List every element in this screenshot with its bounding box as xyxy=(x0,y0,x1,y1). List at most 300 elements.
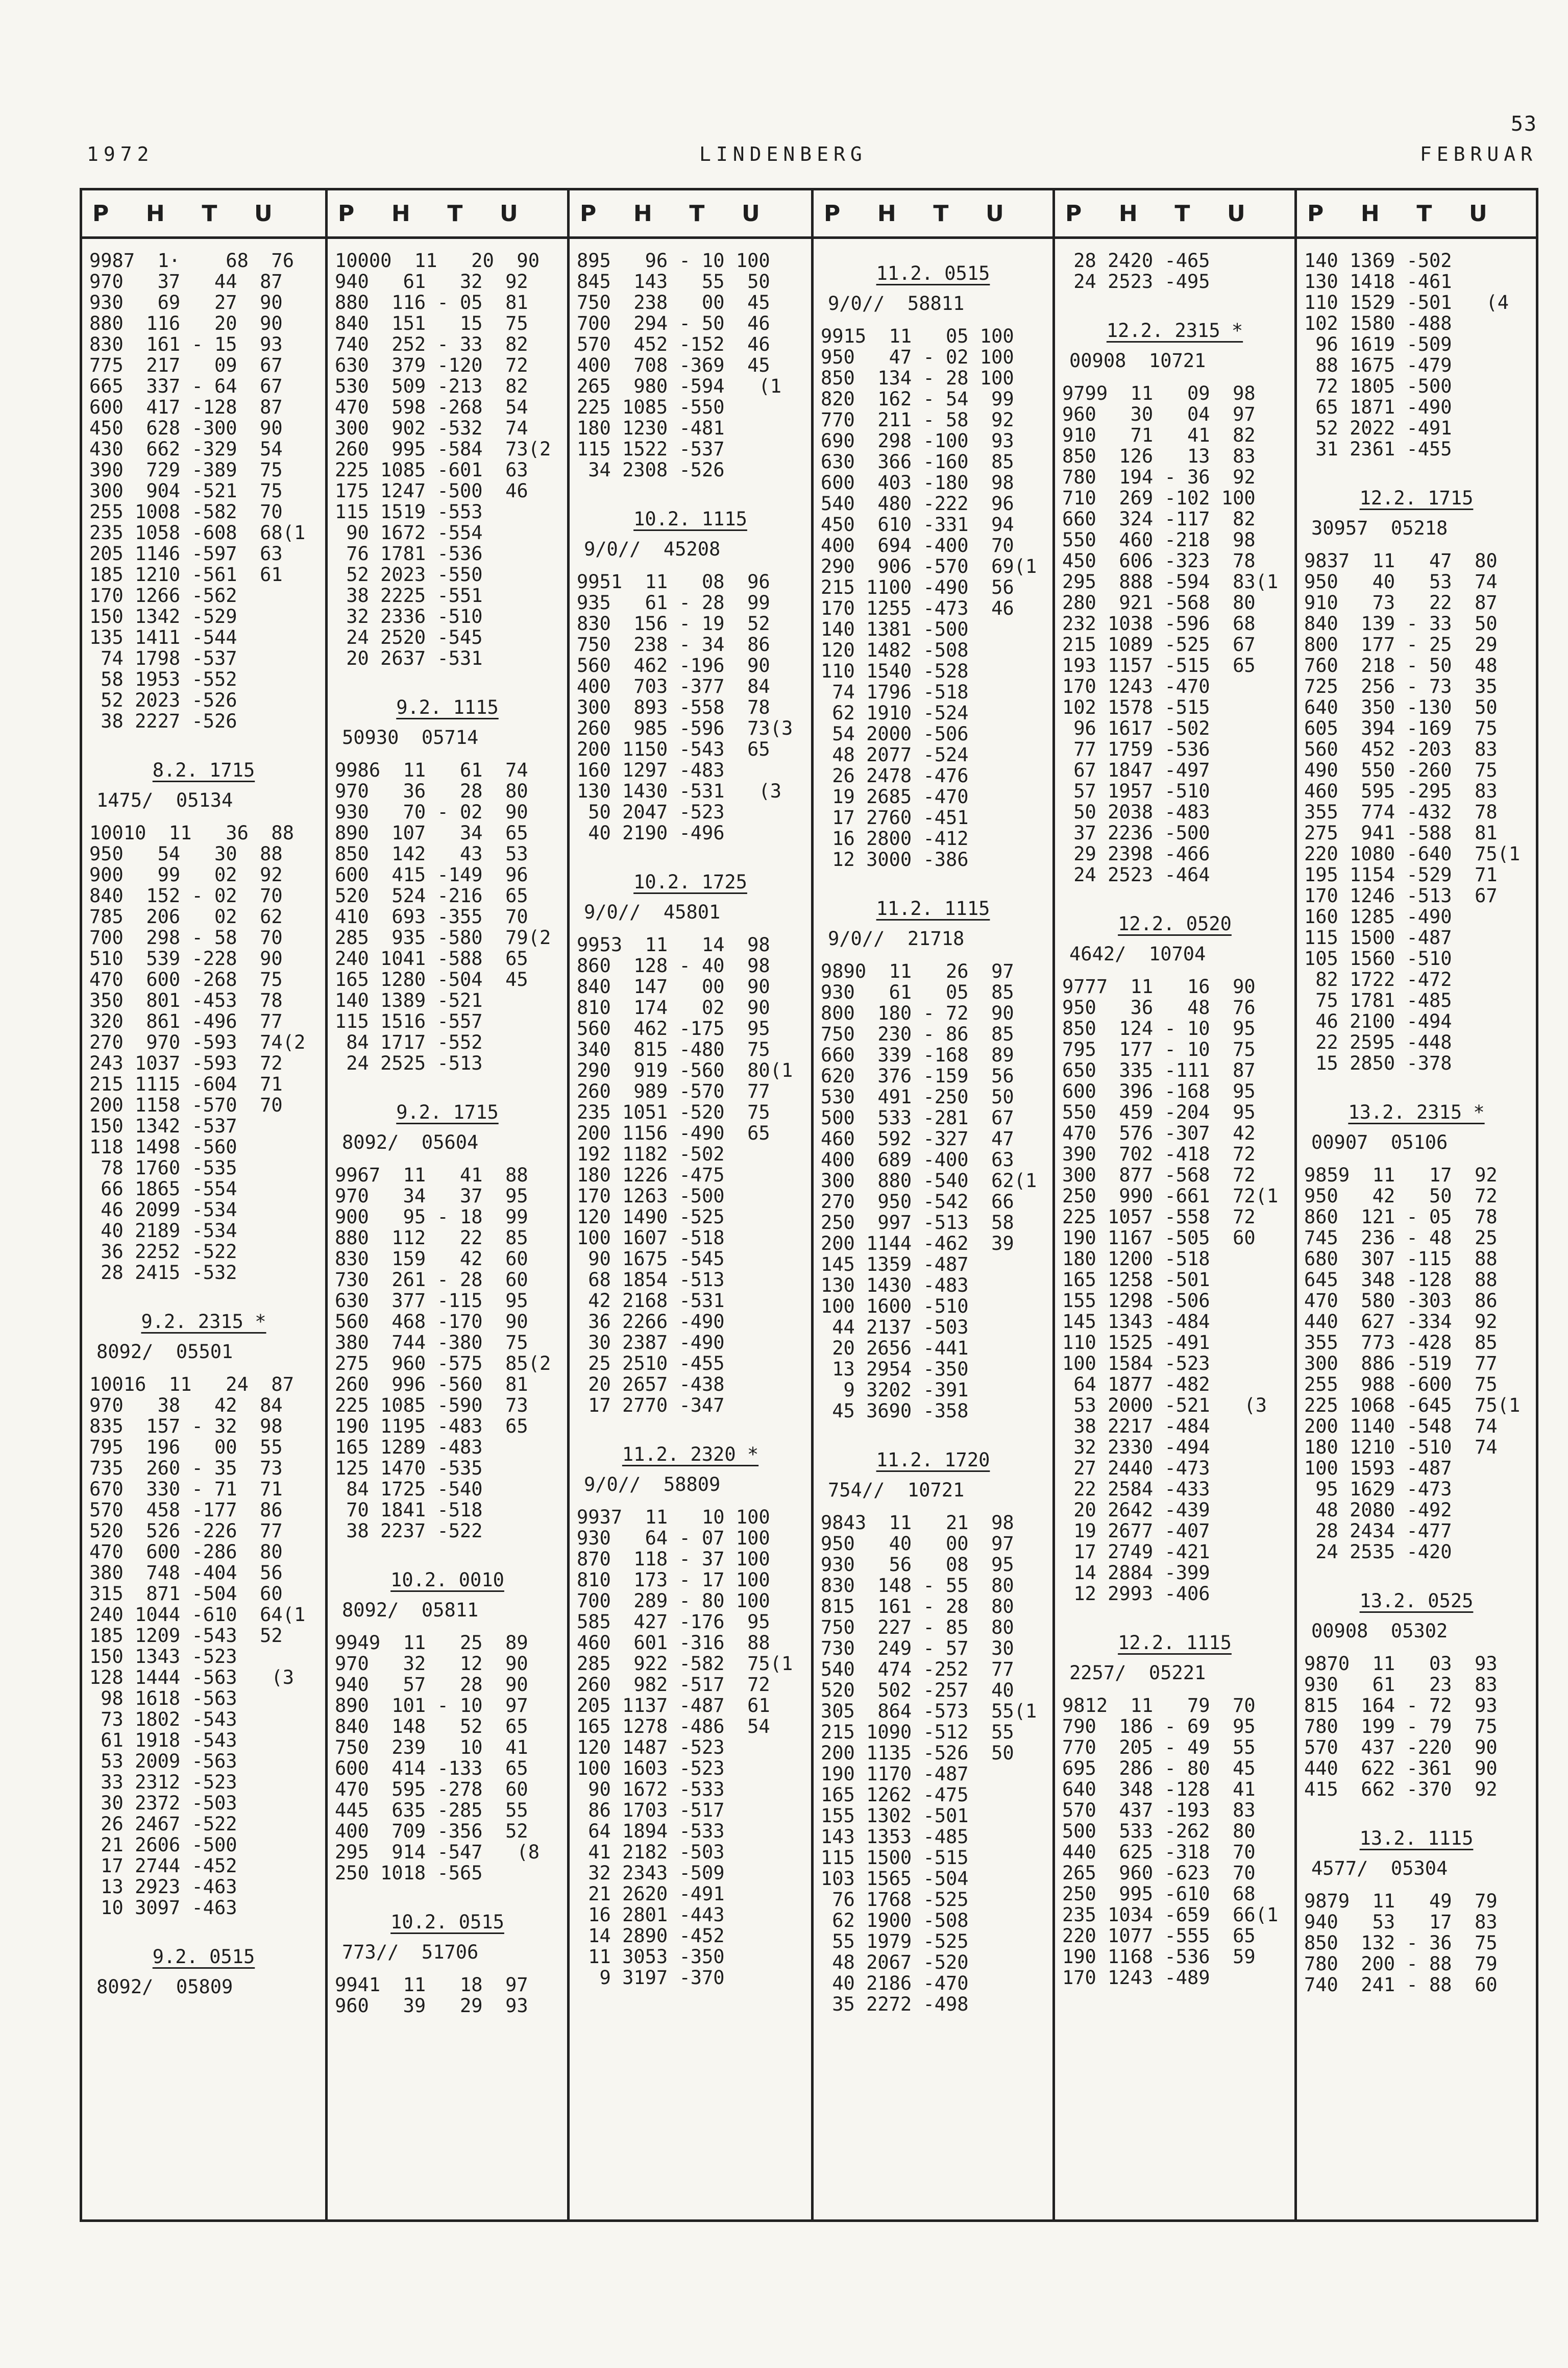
table-row: 320 861 -496 77 xyxy=(89,1010,283,1032)
table-row: 570 452 -152 46 xyxy=(577,333,770,355)
table-row: 560 462 -196 90 xyxy=(577,655,770,676)
table-row: 950 40 53 74 xyxy=(1304,571,1498,593)
table-row: 130 1430 -531 (3 xyxy=(577,780,781,802)
observation-heading: 10.2. 1115 xyxy=(633,508,747,530)
table-row: 550 460 -218 98 xyxy=(1062,529,1256,551)
table-row: 84 1717 -552 xyxy=(335,1031,483,1053)
table-row: 26 2478 -476 xyxy=(821,765,969,787)
table-row: 970 38 42 84 xyxy=(89,1394,283,1416)
table-row: 9843 11 21 98 xyxy=(821,1512,1014,1534)
observation-code: 00907 05106 xyxy=(1311,1131,1448,1153)
table-row: 260 982 -517 72 xyxy=(577,1674,770,1696)
observation-heading: 12.2. 1715 xyxy=(1359,487,1474,509)
table-row: 970 32 12 90 xyxy=(335,1653,528,1675)
table-row: 750 238 00 45 xyxy=(577,292,770,313)
table-row: 170 1243 -489 xyxy=(1062,1967,1210,1989)
observation-heading: 13.2. 1115 xyxy=(1359,1827,1474,1849)
table-row: 65 1871 -490 xyxy=(1304,396,1452,418)
table-row: 76 1768 -525 xyxy=(821,1889,969,1911)
table-row: 900 99 02 92 xyxy=(89,864,283,886)
table-row: 750 227 - 85 80 xyxy=(821,1616,1014,1638)
table-row: 77 1759 -536 xyxy=(1062,738,1210,760)
table-row: 90 1672 -533 xyxy=(577,1778,725,1800)
table-row: 800 177 - 25 29 xyxy=(1304,634,1498,656)
table-row: 37 2236 -500 xyxy=(1062,822,1210,844)
table-row: 225 1068 -645 75(1 xyxy=(1304,1394,1521,1416)
observation-heading: 9.2. 1715 xyxy=(396,1101,499,1123)
table-row: 510 539 -228 90 xyxy=(89,948,283,970)
table-row: 845 143 55 50 xyxy=(577,271,770,293)
level-rows xyxy=(335,250,560,669)
table-row: 58 1953 -552 xyxy=(89,668,237,690)
table-row: 400 708 -369 45 xyxy=(577,354,770,376)
table-row: 780 194 - 36 92 xyxy=(1062,466,1256,488)
table-row: 850 126 13 83 xyxy=(1062,445,1256,467)
table-row: 44 2137 -503 xyxy=(821,1316,969,1338)
table-row: 88 1675 -479 xyxy=(1304,354,1452,376)
table-row: 840 152 - 02 70 xyxy=(89,885,283,907)
table-row: 235 1051 -520 75 xyxy=(577,1101,770,1123)
table-row: 145 1359 -487 xyxy=(821,1253,969,1275)
table-row: 600 396 -168 95 xyxy=(1062,1080,1256,1102)
table-row: 910 73 22 87 xyxy=(1304,592,1498,614)
table-row: 960 39 29 93 xyxy=(335,1995,528,2017)
table-row: 250 1018 -565 xyxy=(335,1862,483,1884)
table-row: 170 1255 -473 46 xyxy=(821,597,1014,619)
table-row: 840 151 15 75 xyxy=(335,312,528,334)
table-row: 215 1115 -604 71 xyxy=(89,1073,283,1095)
observation-heading: 11.2. 0515 xyxy=(876,262,990,284)
table-row: 165 1280 -504 45 xyxy=(335,969,528,990)
table-row: 195 1154 -529 71 xyxy=(1304,864,1498,886)
table-row: 102 1578 -515 xyxy=(1062,696,1210,718)
table-row: 840 148 52 65 xyxy=(335,1715,528,1737)
table-row: 52 2023 -550 xyxy=(335,564,483,586)
table-row: 970 34 37 95 xyxy=(335,1185,528,1207)
table-row: 130 1430 -483 xyxy=(821,1274,969,1296)
level-rows xyxy=(821,326,1045,870)
observation-block xyxy=(89,1946,318,1998)
table-row: 9941 11 18 97 xyxy=(335,1974,528,1996)
table-row: 670 330 - 71 71 xyxy=(89,1478,283,1500)
table-row: 165 1262 -475 xyxy=(821,1784,969,1806)
observation-block xyxy=(1062,250,1287,292)
table-row: 38 2217 -484 xyxy=(1062,1415,1210,1437)
column-header: P H T U xyxy=(1054,189,1296,238)
observation-code: 9/0// 45801 xyxy=(584,901,721,923)
table-row: 150 1342 -529 xyxy=(89,606,237,627)
table-row: 17 2760 -451 xyxy=(821,807,969,829)
table-row: 34 2308 -526 xyxy=(577,459,725,481)
level-rows xyxy=(89,823,318,1283)
table-row: 660 324 -117 82 xyxy=(1062,508,1256,530)
table-row: 950 54 30 88 xyxy=(89,843,283,865)
table-row: 600 414 -133 65 xyxy=(335,1757,528,1779)
page-header xyxy=(87,112,1537,168)
table-row: 470 580 -303 86 xyxy=(1304,1290,1498,1312)
table-row: 160 1285 -490 xyxy=(1304,906,1452,928)
table-row: 33 2312 -523 xyxy=(89,1771,237,1793)
table-row: 200 1140 -548 74 xyxy=(1304,1415,1498,1437)
table-row: 950 40 00 97 xyxy=(821,1533,1014,1555)
observation-block xyxy=(89,1311,318,1918)
table-row: 160 1297 -483 xyxy=(577,759,725,781)
table-row: 315 871 -504 60 xyxy=(89,1583,283,1605)
table-row: 940 53 17 83 xyxy=(1304,1911,1498,1933)
table-row: 290 906 -570 69(1 xyxy=(821,555,1037,577)
table-row: 400 689 -400 63 xyxy=(821,1149,1014,1171)
table-row: 19 2677 -407 xyxy=(1062,1520,1210,1542)
table-row: 440 627 -334 92 xyxy=(1304,1311,1498,1333)
table-row: 45 3690 -358 xyxy=(821,1400,969,1422)
table-row: 930 70 - 02 90 xyxy=(335,801,528,823)
table-row: 630 377 -115 95 xyxy=(335,1290,528,1312)
table-row: 170 1243 -470 xyxy=(1062,675,1210,697)
observation-block xyxy=(335,696,560,1074)
table-row: 785 206 02 62 xyxy=(89,906,283,928)
table-row: 16 2801 -443 xyxy=(577,1904,725,1926)
table-row: 13 2954 -350 xyxy=(821,1358,969,1380)
table-row: 115 1500 -515 xyxy=(821,1847,969,1869)
table-row: 48 2067 -520 xyxy=(821,1951,969,1973)
level-rows xyxy=(89,250,318,732)
table-row: 295 914 -547 (8 xyxy=(335,1841,540,1863)
table-row: 260 985 -596 73(3 xyxy=(577,717,793,739)
table-row: 225 1085 -601 63 xyxy=(335,459,528,481)
observation-block xyxy=(335,250,560,669)
level-rows xyxy=(821,961,1045,1421)
table-row: 400 694 -400 70 xyxy=(821,535,1014,557)
table-row: 790 186 - 69 95 xyxy=(1062,1715,1256,1737)
table-row: 640 348 -128 41 xyxy=(1062,1778,1256,1800)
table-row: 470 595 -278 60 xyxy=(335,1778,528,1800)
table-row: 24 2520 -545 xyxy=(335,626,483,648)
table-row: 400 709 -356 52 xyxy=(335,1820,528,1842)
table-row: 205 1146 -597 63 xyxy=(89,543,283,565)
table-row: 275 941 -588 81 xyxy=(1304,822,1498,844)
table-row: 185 1210 -561 61 xyxy=(89,564,283,586)
table-row: 155 1298 -506 xyxy=(1062,1290,1210,1312)
table-row: 840 147 00 90 xyxy=(577,976,770,998)
table-row: 550 459 -204 95 xyxy=(1062,1101,1256,1123)
table-row: 27 2440 -473 xyxy=(1062,1457,1210,1479)
table-row: 225 1085 -590 73 xyxy=(335,1394,528,1416)
table-row: 180 1210 -510 74 xyxy=(1304,1436,1498,1458)
table-row: 50 2038 -483 xyxy=(1062,801,1210,823)
table-row: 640 350 -130 50 xyxy=(1304,696,1498,718)
table-row: 285 922 -582 75(1 xyxy=(577,1653,793,1675)
table-row: 645 348 -128 88 xyxy=(1304,1269,1498,1291)
observation-code: 9/0// 45208 xyxy=(584,538,721,560)
table-row: 48 2080 -492 xyxy=(1304,1499,1452,1521)
observation-heading: 9.2. 0515 xyxy=(152,1946,255,1968)
table-row: 470 600 -286 80 xyxy=(89,1541,283,1563)
table-row: 40 2190 -496 xyxy=(577,822,725,844)
table-row: 795 177 - 10 75 xyxy=(1062,1038,1256,1060)
table-row: 710 269 -102 100 xyxy=(1062,487,1256,509)
table-row: 470 576 -307 42 xyxy=(1062,1122,1256,1144)
table-row: 570 437 -193 83 xyxy=(1062,1799,1256,1821)
table-row: 14 2884 -399 xyxy=(1062,1562,1210,1584)
table-row: 415 662 -370 92 xyxy=(1304,1778,1498,1800)
observation-block xyxy=(1062,320,1287,885)
table-row: 500 533 -262 80 xyxy=(1062,1820,1256,1842)
table-row: 340 815 -480 75 xyxy=(577,1038,770,1060)
data-column-6 xyxy=(1296,238,1537,2221)
table-row: 140 1389 -521 xyxy=(335,989,483,1011)
table-row: 750 230 - 86 85 xyxy=(821,1023,1014,1045)
table-row: 560 452 -203 83 xyxy=(1304,738,1498,760)
table-row: 46 2099 -534 xyxy=(89,1199,237,1221)
table-row: 745 236 - 48 25 xyxy=(1304,1227,1498,1249)
data-column-1 xyxy=(81,238,327,2221)
table-row: 64 1877 -482 xyxy=(1062,1373,1210,1395)
table-row: 740 241 - 88 60 xyxy=(1304,1974,1498,1996)
table-row: 64 1894 -533 xyxy=(577,1820,725,1842)
table-row: 400 703 -377 84 xyxy=(577,675,770,697)
table-row: 14 2890 -452 xyxy=(577,1925,725,1947)
observation-code: 2257/ 05221 xyxy=(1069,1662,1206,1684)
table-row: 165 1289 -483 xyxy=(335,1436,483,1458)
table-row: 355 773 -428 85 xyxy=(1304,1332,1498,1354)
table-row: 9915 11 05 100 xyxy=(821,325,1014,347)
table-row: 380 748 -404 56 xyxy=(89,1562,283,1584)
table-row: 10 3097 -463 xyxy=(89,1897,237,1919)
table-row: 120 1482 -508 xyxy=(821,639,969,661)
table-row: 750 239 10 41 xyxy=(335,1736,528,1758)
table-row: 960 30 04 97 xyxy=(1062,403,1256,425)
table-row: 810 174 02 90 xyxy=(577,997,770,1019)
table-row: 90 1675 -545 xyxy=(577,1248,725,1270)
table-row: 17 2749 -421 xyxy=(1062,1541,1210,1563)
table-row: 830 159 42 60 xyxy=(335,1248,528,1270)
table-row: 260 995 -584 73(2 xyxy=(335,438,551,460)
table-row: 29 2398 -466 xyxy=(1062,843,1210,865)
table-row: 820 162 - 54 99 xyxy=(821,388,1014,410)
table-row: 355 774 -432 78 xyxy=(1304,801,1498,823)
observation-block xyxy=(1304,1590,1529,1800)
table-row: 28 2415 -532 xyxy=(89,1262,237,1284)
table-row: 30 2372 -503 xyxy=(89,1792,237,1814)
observation-code: 9/0// 58811 xyxy=(828,293,965,315)
table-row: 270 970 -593 74(2 xyxy=(89,1031,306,1053)
table-row: 540 480 -222 96 xyxy=(821,493,1014,515)
table-row: 430 662 -329 54 xyxy=(89,438,283,460)
observation-code: 8092/ 05811 xyxy=(342,1599,479,1621)
observation-heading: 13.2. 0525 xyxy=(1359,1590,1474,1612)
table-row: 9949 11 25 89 xyxy=(335,1632,528,1654)
table-row: 73 1802 -543 xyxy=(89,1708,237,1730)
table-row: 26 2467 -522 xyxy=(89,1813,237,1835)
observation-heading: 10.2. 1725 xyxy=(633,871,747,893)
table-row: 950 47 - 02 100 xyxy=(821,346,1014,368)
table-row: 200 1150 -543 65 xyxy=(577,738,770,760)
table-row: 220 1080 -640 75(1 xyxy=(1304,843,1521,865)
table-row: 53 2009 -563 xyxy=(89,1750,237,1772)
observation-heading: 11.2. 2320 * xyxy=(622,1443,759,1465)
table-row: 110 1540 -528 xyxy=(821,660,969,682)
table-row: 255 988 -600 75 xyxy=(1304,1373,1498,1395)
data-column-5 xyxy=(1054,238,1296,2221)
observation-heading: 11.2. 1115 xyxy=(876,898,990,920)
level-rows xyxy=(577,1507,804,1988)
table-row: 300 904 -521 75 xyxy=(89,480,283,502)
table-row: 850 132 - 36 75 xyxy=(1304,1932,1498,1954)
table-row: 830 161 - 15 93 xyxy=(89,333,283,355)
table-row: 950 42 50 72 xyxy=(1304,1185,1498,1207)
table-row: 450 610 -331 94 xyxy=(821,514,1014,536)
table-row: 53 2000 -521 (3 xyxy=(1062,1394,1267,1416)
table-row: 830 156 - 19 52 xyxy=(577,613,770,635)
table-row: 30 2387 -490 xyxy=(577,1332,725,1354)
table-row: 9 3202 -391 xyxy=(821,1379,969,1401)
table-row: 10000 11 20 90 xyxy=(335,250,540,272)
table-row: 815 164 - 72 93 xyxy=(1304,1695,1498,1717)
table-row: 380 744 -380 75 xyxy=(335,1332,528,1354)
table-row: 850 134 - 28 100 xyxy=(821,367,1014,389)
table-row: 17 2770 -347 xyxy=(577,1394,725,1416)
table-row: 75 1781 -485 xyxy=(1304,989,1452,1011)
table-row: 110 1525 -491 xyxy=(1062,1332,1210,1354)
observation-heading: 10.2. 0010 xyxy=(390,1569,504,1591)
table-row: 155 1302 -501 xyxy=(821,1805,969,1827)
table-row: 190 1168 -536 59 xyxy=(1062,1946,1256,1968)
level-rows xyxy=(335,1974,560,2016)
table-row: 22 2584 -433 xyxy=(1062,1478,1210,1500)
table-row: 21 2606 -500 xyxy=(89,1834,237,1856)
table-row: 520 524 -216 65 xyxy=(335,885,528,907)
table-row: 665 337 - 64 67 xyxy=(89,375,283,397)
observation-code: 1475/ 05134 xyxy=(96,789,233,811)
table-row: 930 64 - 07 100 xyxy=(577,1527,770,1549)
observation-heading: 12.2. 1115 xyxy=(1118,1632,1232,1654)
table-row: 32 2336 -510 xyxy=(335,606,483,627)
observation-code: 8092/ 05809 xyxy=(96,1976,233,1998)
table-row: 940 57 28 90 xyxy=(335,1674,528,1696)
table-row: 100 1600 -510 xyxy=(821,1295,969,1317)
observation-code: 00908 10721 xyxy=(1069,350,1206,372)
table-row: 830 148 - 55 80 xyxy=(821,1575,1014,1597)
table-row: 730 249 - 57 30 xyxy=(821,1637,1014,1659)
table-row: 115 1516 -557 xyxy=(335,1010,483,1032)
level-rows xyxy=(89,1374,318,1918)
table-row: 15 2850 -378 xyxy=(1304,1052,1452,1074)
table-row: 90 1672 -554 xyxy=(335,522,483,544)
table-row: 38 2225 -551 xyxy=(335,585,483,607)
table-row: 200 1144 -462 39 xyxy=(821,1233,1014,1254)
observation-block xyxy=(821,898,1045,1421)
table-row: 9937 11 10 100 xyxy=(577,1506,770,1528)
column-header: P H T U xyxy=(327,189,569,238)
observation-heading: 12.2. 2315 * xyxy=(1106,320,1243,342)
table-row: 9953 11 14 98 xyxy=(577,934,770,956)
table-row: 215 1090 -512 55 xyxy=(821,1721,1014,1743)
level-rows xyxy=(1062,976,1287,1604)
table-row: 770 205 - 49 55 xyxy=(1062,1736,1256,1758)
table-row: 605 394 -169 75 xyxy=(1304,717,1498,739)
table-row: 585 427 -176 95 xyxy=(577,1611,770,1633)
table-row: 62 1910 -524 xyxy=(821,702,969,724)
table-row: 84 1725 -540 xyxy=(335,1478,483,1500)
page-number: 53 xyxy=(1510,112,1537,136)
table-row: 115 1522 -537 xyxy=(577,438,725,460)
table-row: 560 462 -175 95 xyxy=(577,1018,770,1040)
table-row: 20 2637 -531 xyxy=(335,647,483,669)
table-row: 190 1195 -483 65 xyxy=(335,1415,528,1437)
table-row: 185 1209 -543 52 xyxy=(89,1625,283,1647)
table-row: 460 595 -295 83 xyxy=(1304,780,1498,802)
table-row: 800 180 - 72 90 xyxy=(821,1002,1014,1024)
table-row: 530 491 -250 50 xyxy=(821,1086,1014,1108)
table-row: 470 600 -268 75 xyxy=(89,969,283,990)
table-body-row xyxy=(81,238,1537,2221)
table-row: 19 2685 -470 xyxy=(821,786,969,808)
table-row: 118 1498 -560 xyxy=(89,1136,237,1158)
table-row: 290 919 -560 80(1 xyxy=(577,1059,793,1081)
table-row: 200 1158 -570 70 xyxy=(89,1094,283,1116)
table-row: 13 2923 -463 xyxy=(89,1876,237,1898)
table-row: 630 379 -120 72 xyxy=(335,354,528,376)
table-row: 970 36 28 80 xyxy=(335,780,528,802)
table-row: 600 415 -149 96 xyxy=(335,864,528,886)
table-row: 235 1034 -659 66(1 xyxy=(1062,1904,1279,1926)
table-row: 95 1629 -473 xyxy=(1304,1478,1452,1500)
table-row: 52 2022 -491 xyxy=(1304,417,1452,439)
table-row: 250 990 -661 72(1 xyxy=(1062,1185,1279,1207)
table-row: 690 298 -100 93 xyxy=(821,430,1014,452)
level-rows xyxy=(577,250,804,480)
level-rows xyxy=(1062,250,1287,292)
table-row: 200 1135 -526 50 xyxy=(821,1742,1014,1764)
table-row: 28 2420 -465 xyxy=(1062,250,1210,272)
table-row: 620 376 -159 56 xyxy=(821,1065,1014,1087)
table-row: 750 238 - 34 86 xyxy=(577,634,770,656)
observation-block xyxy=(1062,913,1287,1604)
table-row: 32 2343 -509 xyxy=(577,1862,725,1884)
table-row: 96 1617 -502 xyxy=(1062,717,1210,739)
table-row: 300 902 -532 74 xyxy=(335,417,528,439)
table-row: 180 1230 -481 xyxy=(577,417,725,439)
table-row: 940 61 32 92 xyxy=(335,271,528,293)
sounding-table xyxy=(80,188,1538,2222)
table-row: 260 989 -570 77 xyxy=(577,1080,770,1102)
table-row: 74 1796 -518 xyxy=(821,681,969,703)
table-row: 180 1226 -475 xyxy=(577,1164,725,1186)
table-row: 9837 11 47 80 xyxy=(1304,550,1498,572)
header-station: LINDENBERG xyxy=(699,143,867,165)
table-row: 895 96 - 10 100 xyxy=(577,250,770,272)
table-row: 780 199 - 79 75 xyxy=(1304,1715,1498,1737)
observation-block xyxy=(1304,1101,1529,1562)
table-row: 835 157 - 32 98 xyxy=(89,1415,283,1437)
table-row: 100 1603 -523 xyxy=(577,1757,725,1779)
table-row: 20 2656 -441 xyxy=(821,1337,969,1359)
observation-heading: 11.2. 1720 xyxy=(876,1449,990,1471)
table-row: 145 1343 -484 xyxy=(1062,1311,1210,1333)
table-row: 9951 11 08 96 xyxy=(577,571,770,593)
table-row: 32 2330 -494 xyxy=(1062,1436,1210,1458)
table-row: 20 2657 -438 xyxy=(577,1373,725,1395)
table-row: 860 128 - 40 98 xyxy=(577,955,770,977)
table-row: 220 1077 -555 65 xyxy=(1062,1925,1256,1947)
observation-heading: 9.2. 2315 * xyxy=(141,1311,266,1333)
table-row: 250 997 -513 58 xyxy=(821,1212,1014,1234)
table-row: 810 173 - 17 100 xyxy=(577,1569,770,1591)
table-row: 100 1607 -518 xyxy=(577,1227,725,1249)
table-row: 17 2744 -452 xyxy=(89,1855,237,1877)
observation-block xyxy=(89,250,318,732)
table-row: 12 2993 -406 xyxy=(1062,1583,1210,1605)
